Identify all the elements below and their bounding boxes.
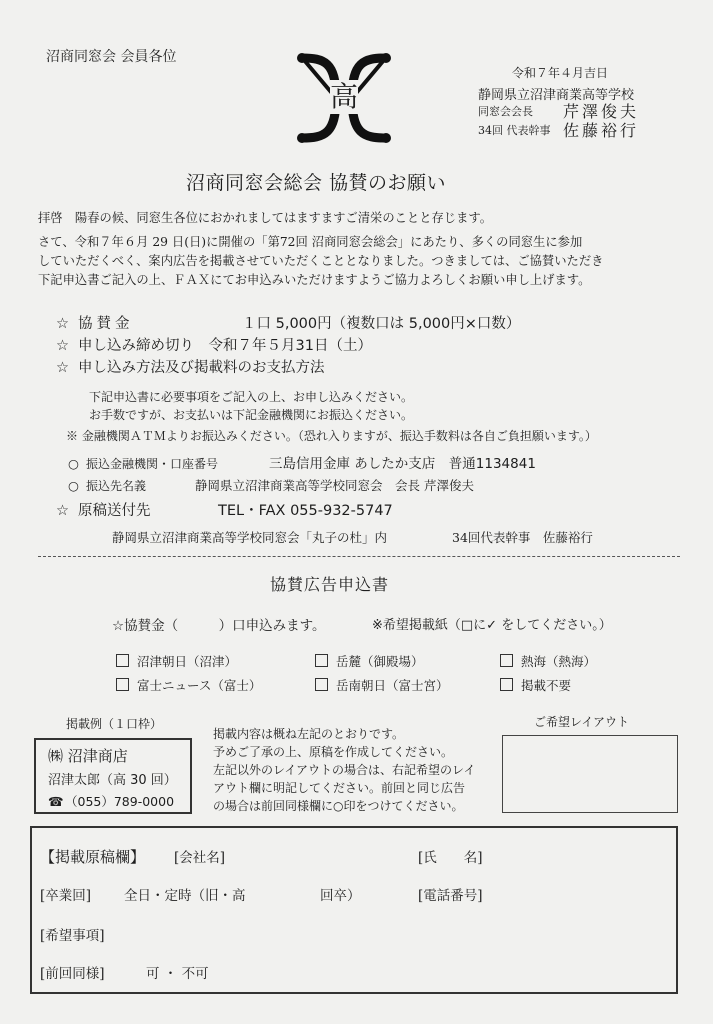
- bank-account-value: 三島信用金庫 あしたか支店 普通1134841: [269, 456, 536, 472]
- note-line: ※ 金融機関ＡＴＭよりお振込みください。（恐れ入りますが、振込手数料は各自ご負担願います。）: [66, 429, 597, 443]
- star-icon: ☆: [56, 503, 69, 519]
- star-icon: ☆: [56, 360, 69, 376]
- graduation-field[interactable]: 全日・定時（旧・高: [124, 888, 246, 904]
- paper-option-label: 熱海（熱海）: [521, 654, 597, 669]
- school-logo: [296, 52, 392, 144]
- paper-option-gakunan-asahi[interactable]: [315, 676, 449, 694]
- paper-option-fuji-news[interactable]: [116, 676, 261, 694]
- paper-option-atami[interactable]: [500, 652, 596, 670]
- circle-bullet-icon: ○: [68, 456, 79, 471]
- instruction-line: 掲載内容は概ね左記のとおりです。: [213, 727, 405, 741]
- secretary-name: 佐藤裕行: [563, 121, 640, 140]
- instruction-line: 予めご了承の上、原稿を作成してください。: [213, 745, 454, 759]
- layout-label: ご希望レイアウト: [534, 715, 630, 729]
- paper-option-label: 掲載不要: [521, 678, 572, 693]
- paper-option-label: 岳麓（御殿場）: [336, 654, 424, 669]
- person-name-field[interactable]: [氏 名]: [418, 850, 483, 866]
- body-line: さて、令和７年６月 29 日(日)に開催の「第72回 沼商同窓会総会」にあたり、多くの同窓生に参加: [38, 235, 583, 249]
- addressee: 沼商同窓会 会員各位: [46, 49, 177, 65]
- cut-line-divider: [38, 556, 680, 557]
- request-field[interactable]: [希望事項]: [40, 928, 105, 944]
- phone-number-field[interactable]: [電話番号]: [418, 888, 483, 904]
- issue-date: 令和７年４月吉日: [512, 66, 609, 80]
- checkbox[interactable]: [116, 678, 129, 691]
- example-company: ㈱ 沼津商店: [48, 747, 128, 765]
- checkbox[interactable]: [500, 678, 513, 691]
- example-phone: [48, 792, 174, 810]
- checkbox[interactable]: [315, 654, 328, 667]
- bank-payee-value: 静岡県立沼津商業高等学校同窓会 会長 芹澤俊夫: [195, 478, 474, 493]
- page-title: 沼商同窓会総会 協賛のお願い: [186, 172, 447, 194]
- paper-option-numazu-asahi[interactable]: [116, 652, 237, 670]
- paper-option-label: 富士ニュース（富士）: [137, 678, 262, 693]
- paper-option-none[interactable]: [500, 676, 571, 694]
- star-icon: ☆: [56, 338, 69, 354]
- bank-account-row: [68, 452, 536, 472]
- checkbox[interactable]: [116, 654, 129, 667]
- fax-row: [56, 499, 393, 520]
- example-label: 掲載例（１口枠）: [66, 717, 163, 731]
- fax-number: TEL・FAX 055-932-5747: [218, 503, 393, 519]
- layout-input-box[interactable]: [502, 735, 678, 813]
- checkbox[interactable]: [315, 678, 328, 691]
- deadline-label: 申し込み締め切り: [78, 338, 194, 354]
- contact-signature: 34回代表幹事 佐藤裕行: [452, 530, 593, 545]
- deadline-value: 令和７年５月31日（土）: [208, 338, 372, 354]
- phone-icon: ☎: [48, 794, 64, 809]
- example-phone-number: （055）789-0000: [65, 794, 175, 809]
- body-line: していただくべく、案内広告を掲載させていただくこととなりました。つきましては、ご協賛いただき: [38, 254, 604, 268]
- graduation-field-label: [卒業回]: [40, 888, 92, 904]
- paper-option-label: 岳南朝日（富士宮）: [336, 678, 449, 693]
- bank-payee-label: 振込先名義: [86, 479, 147, 493]
- fax-label: 原稿送付先: [78, 503, 151, 519]
- note-line: 下記申込書に必要事項をご記入の上、お申し込みください。: [89, 390, 414, 404]
- method-label: 申し込み方法及び掲載料のお支払方法: [78, 360, 325, 376]
- president-role: 同窓会会長: [478, 105, 533, 118]
- star-icon: ☆: [56, 316, 69, 332]
- instruction-line: の場合は前回同様欄に○印をつけてください。: [213, 799, 464, 813]
- secretary-role: 34回 代表幹事: [478, 124, 551, 137]
- paper-selection-note: ※希望掲載紙（□に✓ をしてください。）: [372, 618, 612, 633]
- logo-character: 高: [330, 80, 359, 113]
- previous-same-options[interactable]: 可 ・ 不可: [146, 966, 209, 982]
- circle-bullet-icon: ○: [68, 478, 79, 493]
- instruction-line: アウト欄に明記してください。前回と同じ広告: [213, 781, 466, 795]
- school-name: 静岡県立沼津商業高等学校: [478, 88, 635, 103]
- sponsor-value: １口 5,000円（複数口は 5,000円×口数）: [242, 316, 521, 332]
- body-line: 下記申込書ご記入の上、ＦＡＸにてお申込みいただけますようご協力よろしくお願い申し上げます。: [38, 273, 591, 287]
- note-line: お手数ですが、お支払いは下記金融機関にお振込ください。: [89, 408, 414, 422]
- graduation-suffix: 回卒）: [320, 888, 361, 904]
- checkbox[interactable]: [500, 654, 513, 667]
- sponsor-label: 協賛金: [78, 316, 134, 332]
- previous-same-field: [前回同様]: [40, 966, 105, 982]
- units-field[interactable]: ☆協賛金（ ）口申込みます。: [112, 618, 326, 634]
- bank-account-label: 振込金融機関・口座番号: [86, 457, 219, 471]
- bank-payee-row: [68, 476, 474, 494]
- paper-option-gakuroku[interactable]: [315, 652, 424, 670]
- body-line: 拝啓 陽春の候、同窓生各位におかれましてはますますご清栄のことと存じます。: [38, 211, 493, 225]
- deadline-item: [56, 334, 372, 355]
- president-name: 芹澤俊夫: [563, 102, 640, 121]
- office-address: 静岡県立沼津商業高等学校同窓会「丸子の杜」内: [112, 530, 388, 545]
- manuscript-heading: 【掲載原稿欄】: [40, 848, 146, 866]
- form-title: 協賛広告申込書: [270, 575, 390, 594]
- instruction-line: 左記以外のレイアウトの場合は、右記希望のレイ: [213, 763, 476, 777]
- paper-option-label: 沼津朝日（沼津）: [137, 654, 238, 669]
- company-name-field[interactable]: [会社名]: [174, 850, 226, 866]
- method-item: [56, 356, 325, 377]
- sponsor-amount-item: [56, 312, 520, 333]
- example-person: 沼津太郎（高 30 回）: [48, 773, 177, 788]
